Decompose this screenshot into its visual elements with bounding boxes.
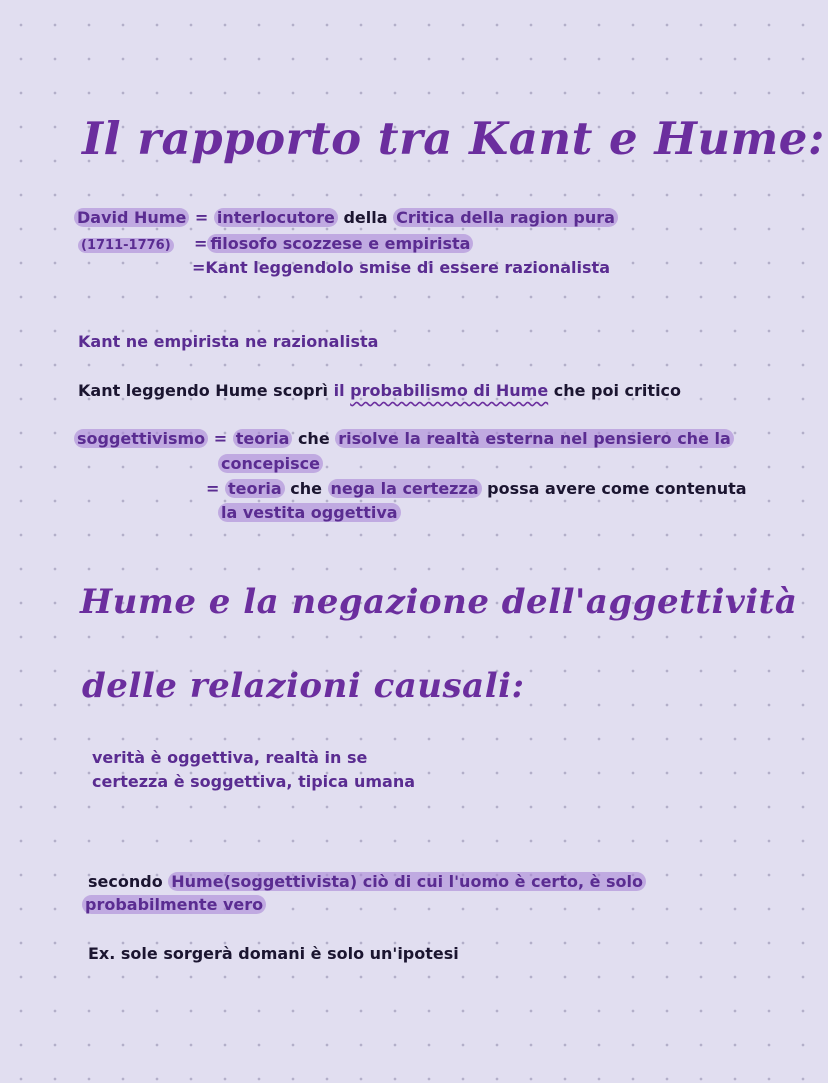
vestita-highlight: la vestita oggettiva — [218, 503, 401, 522]
secondo-prefix: secondo — [88, 872, 169, 891]
secondo-line-1 — [88, 871, 646, 893]
kant-hume-prefix: Kant leggendo Hume scoprì — [78, 381, 334, 400]
example-line: Ex. sole sorgerà domani è solo un'ipotesi — [88, 944, 459, 963]
soggettivismo-term: soggettivismo — [74, 429, 208, 448]
concepisce-highlight: concepisce — [218, 454, 323, 473]
definition-highlight: risolve la realtà esterna nel pensiero che la — [335, 429, 734, 448]
verita-line: verità è oggettiva, realtà in se — [92, 748, 368, 767]
equals-sign: = — [206, 479, 225, 498]
hume-definition-line-3: =Kant leggendolo smise di essere razionalista — [192, 258, 610, 277]
soggettivismo-line-4 — [218, 502, 401, 524]
soggettivismo-line-2 — [218, 453, 323, 475]
hume-definition-line-2 — [78, 233, 174, 257]
della-text: della — [337, 208, 394, 227]
teoria-highlight: teoria — [225, 479, 285, 498]
il-text: il — [333, 381, 351, 400]
hume-definition-line-1 — [74, 207, 618, 229]
probabilismo-underlined: probabilismo di Hume — [350, 381, 549, 400]
main-title: Il rapporto tra Kant e Hume: — [82, 112, 825, 165]
probabilmente-highlight: probabilmente vero — [82, 895, 266, 914]
kant-hume-suffix: che poi critico — [548, 381, 682, 400]
hume-definition-line-2-text — [194, 233, 473, 255]
equals-sign: = — [194, 234, 208, 253]
teoria-highlight: teoria — [233, 429, 293, 448]
certezza-line: certezza è soggettiva, tipica umana — [92, 772, 416, 791]
soggettivismo-rest: possa avere come contenuta — [481, 479, 747, 498]
soggettivismo-line-3 — [206, 478, 747, 500]
critica-highlight: Critica della ragion pura — [393, 208, 618, 227]
nega-certezza-highlight: nega la certezza — [328, 479, 482, 498]
section-title-line-2: delle relazioni causali: — [82, 666, 525, 706]
che-text: che — [284, 479, 328, 498]
section-title-line-1: Hume e la negazione dell'aggettività — [80, 582, 798, 622]
che-text: che — [292, 429, 336, 448]
equals-sign: = — [208, 429, 233, 448]
hume-years: (1711-1776) — [78, 238, 174, 253]
interlocutore-highlight: interlocutore — [214, 208, 338, 227]
filosofo-highlight: filosofo scozzese e empirista — [207, 234, 473, 253]
kant-hume-line — [78, 380, 681, 402]
kant-position-line: Kant ne empirista ne razionalista — [78, 332, 379, 351]
equals-sign: = — [194, 208, 209, 227]
secondo-line-2 — [82, 894, 266, 916]
david-hume-term: David Hume — [74, 208, 189, 227]
hume-soggettivista-highlight: Hume(soggettivista) ciò di cui l'uomo è certo, è solo — [168, 872, 646, 891]
soggettivismo-line-1 — [74, 428, 734, 450]
